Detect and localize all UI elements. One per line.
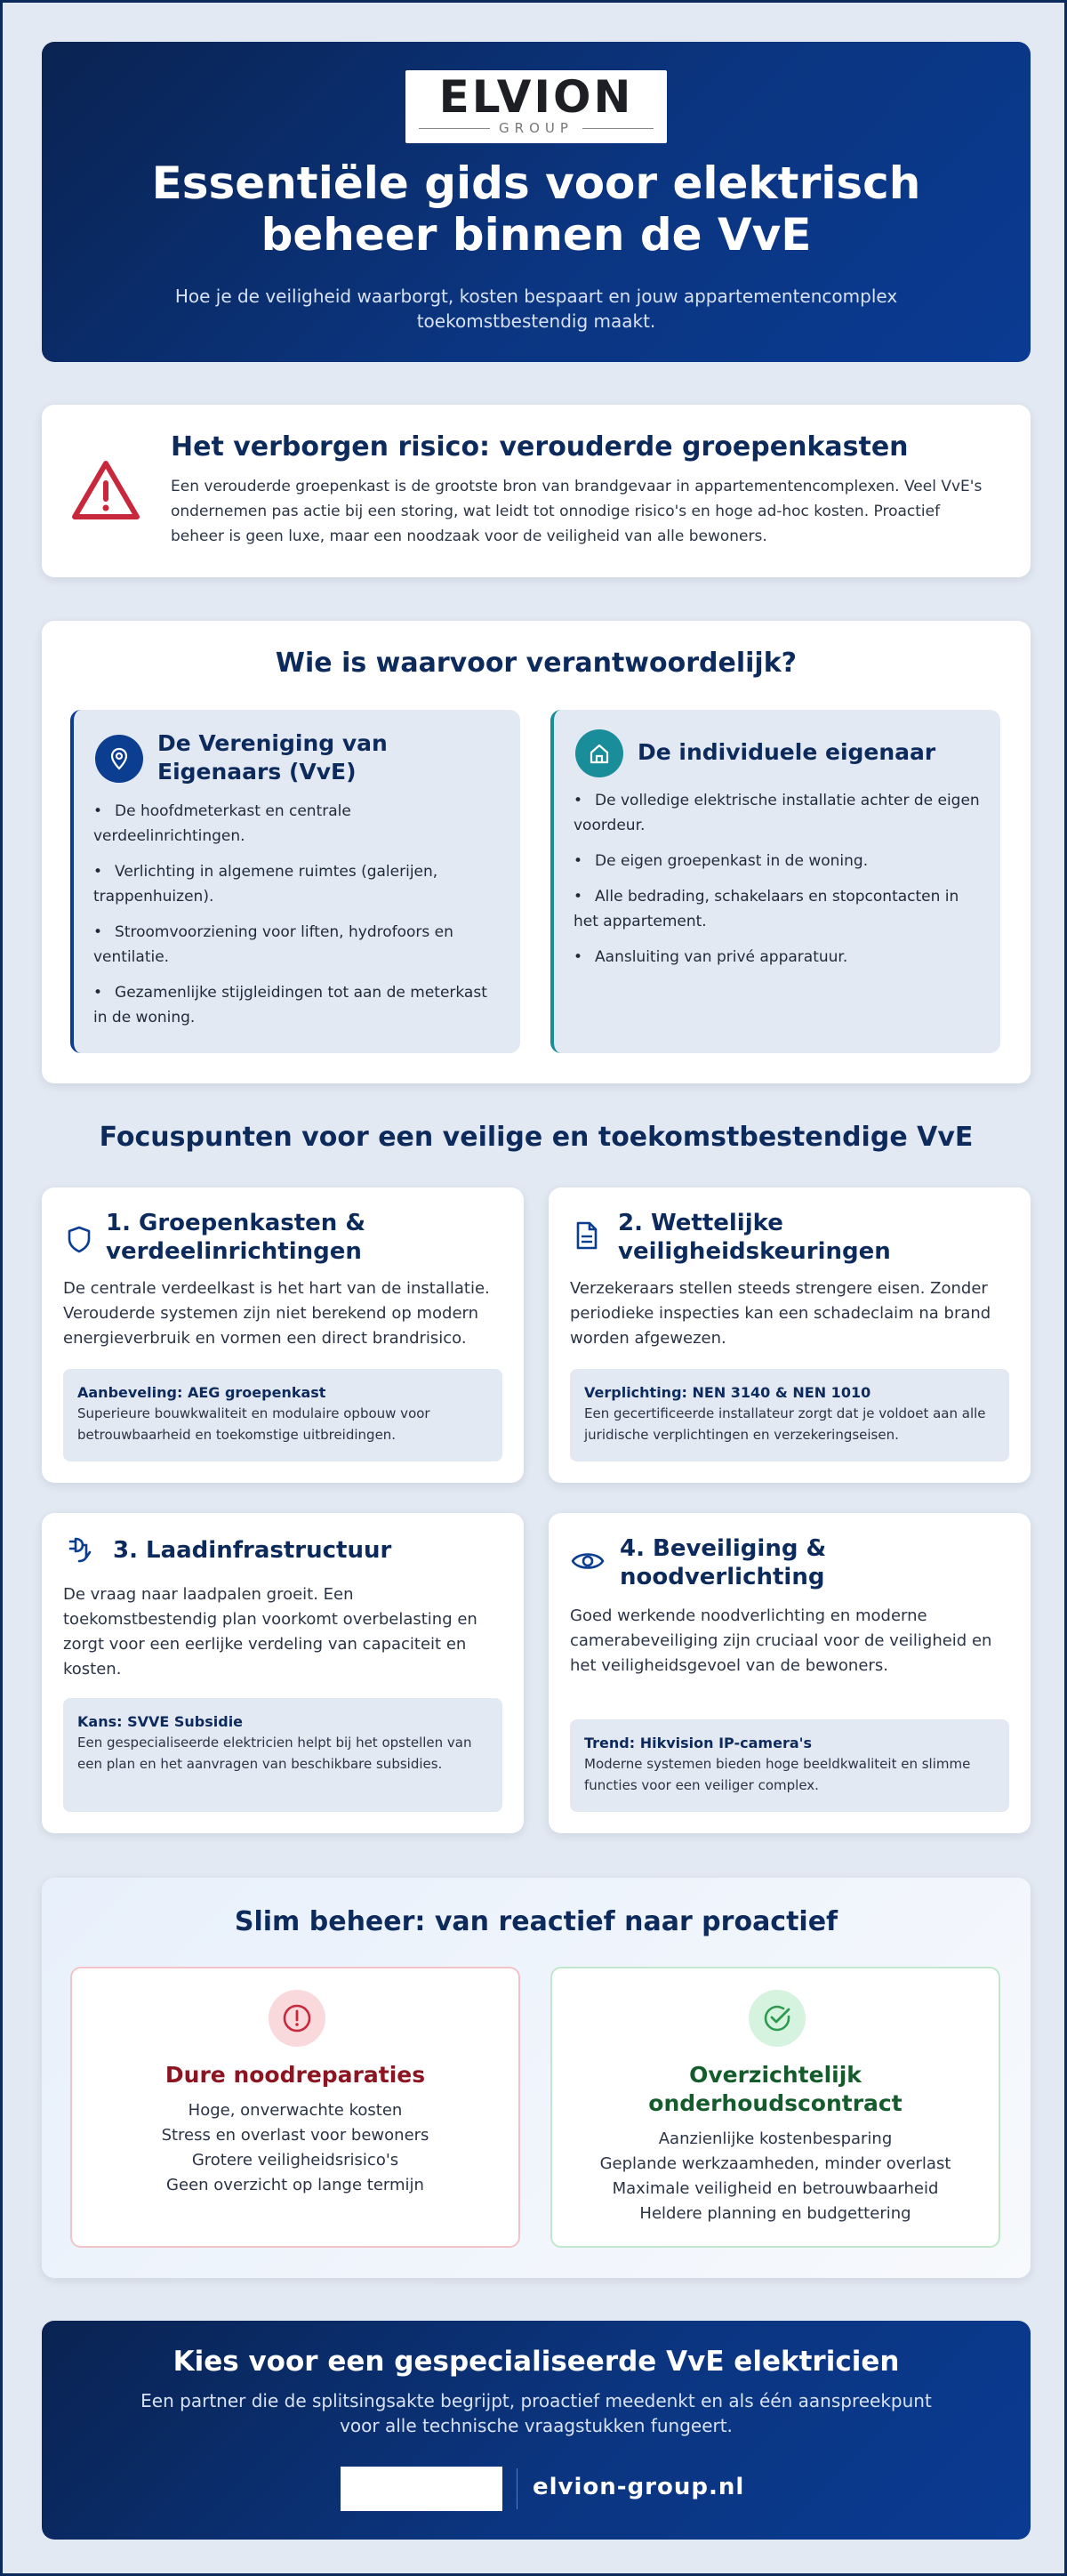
focus-card-text: Goed werkende noodverlichting en moderne camerabeveiliging zijn cruciaal voor de veiligheid en het veiligheidsgevoel van de bewoners.: [570, 1606, 992, 1675]
list-item: Hoge, onverwachte kosten: [188, 2101, 403, 2120]
responsibility-title: Wie is waarvoor verantwoordelijk?: [275, 648, 798, 679]
location-pin-icon: [95, 735, 143, 783]
owner-list: [574, 788, 983, 980]
risk-text: Een verouderde groepenkast is de grootste bron van brandgevaar in appartementencomplexen. Veel VvE's ondernemen pas actie bij een storing, wat leidt tot onnodige risico's en hoge ad-hoc kosten. Proactief beheer is geen luxe, maar een noodzaak voor de veiligheid van alle bewoners.: [171, 478, 983, 545]
footer-website-link[interactable]: elvion-group.nl: [533, 2474, 745, 2500]
reactive-title: Dure noodreparaties: [164, 2062, 426, 2088]
owner-title: De individuele eigenaar: [638, 739, 936, 765]
proactive-box: [550, 1967, 1000, 2248]
responsibility-card: [42, 621, 1031, 1083]
focus-card-highlight: [570, 1719, 1009, 1812]
highlight-title: Verplichting: NEN 3140 & NEN 1010: [584, 1384, 871, 1401]
logo-wordmark: ELVION: [438, 71, 634, 123]
home-icon: [575, 729, 623, 777]
list-item: • De eigen groepenkast in de woning.: [574, 849, 983, 873]
list-item: • Verlichting in algemene ruimtes (galerijen, trappenhuizen).: [93, 859, 502, 909]
vve-responsibility-box: [70, 710, 520, 1053]
logo-sub-text: GROUP: [499, 120, 574, 136]
list-item: Geplande werkzaamheden, minder overlast: [599, 2154, 951, 2173]
focus-card-title: 1. Groepenkasten & verdeelinrichtingen: [106, 1210, 366, 1265]
document-icon: [570, 1220, 602, 1252]
focus-card-1: [42, 1187, 524, 1483]
vve-list: [93, 799, 502, 1041]
list-item: Aanzienlijke kostenbesparing: [658, 2129, 893, 2148]
list-item: • Alle bedrading, schakelaars en stopcontacten in het appartement.: [574, 884, 983, 934]
list-item: • Aansluiting van privé apparatuur.: [574, 945, 983, 970]
eye-icon: [570, 1545, 606, 1577]
alert-circle-icon: [269, 1990, 325, 2047]
footer-logo: [341, 2467, 502, 2511]
focus-card-text: Verzekeraars stellen steeds strengere eisen. Zonder periodieke inspecties kan een schadeclaim na brand worden afgewezen.: [570, 1279, 991, 1348]
elvion-logo: [405, 70, 667, 143]
focus-card-2: [549, 1187, 1031, 1483]
list-item: • Gezamenlijke stijgleidingen tot aan de meterkast in de woning.: [93, 980, 502, 1030]
plug-icon: [63, 1534, 95, 1566]
warning-icon: [70, 458, 141, 522]
logo-line-right: [582, 128, 654, 129]
footer-cta: [42, 2321, 1031, 2540]
list-item: Geen overzicht op lange termijn: [166, 2176, 424, 2194]
risk-card: [42, 405, 1031, 577]
list-item: Grotere veiligheidsrisico's: [191, 2151, 399, 2169]
shield-icon: [63, 1223, 95, 1255]
vve-title: De Vereniging van Eigenaars (VvE): [157, 730, 388, 785]
highlight-title: Kans: SVVE Subsidie: [77, 1713, 244, 1730]
highlight-title: Aanbeveling: AEG groepenkast: [77, 1384, 326, 1401]
focus-card-highlight: [63, 1369, 502, 1461]
reactive-box: [70, 1967, 520, 2248]
proactive-title: Overzichtelijk onderhoudscontract: [648, 2062, 903, 2116]
focus-card-title: 4. Beveiliging & noodverlichting: [620, 1535, 827, 1590]
focus-card-highlight: [63, 1698, 502, 1812]
page-subtitle: Hoe je de veiligheid waarborgt, kosten bespaart en jouw appartementencomplex toekomstbestendig maakt.: [174, 286, 898, 332]
smart-management-section: [42, 1878, 1031, 2278]
focus-title: Focuspunten voor een veilige en toekomstbestendige VvE: [99, 1122, 974, 1153]
list-item: • De hoofdmeterkast en centrale verdeelinrichtingen.: [93, 799, 502, 849]
list-item: • De volledige elektrische installatie achter de eigen voordeur.: [574, 788, 983, 838]
check-circle-icon: [749, 1990, 806, 2047]
focus-card-highlight: [570, 1369, 1009, 1461]
focus-card-4: [549, 1513, 1031, 1833]
smart-title: Slim beheer: van reactief naar proactief: [234, 1906, 838, 1937]
footer-title: Kies voor een gespecialiseerde VvE elektricien: [172, 2346, 900, 2378]
focus-card-title: 2. Wettelijke veiligheidskeuringen: [618, 1210, 891, 1265]
list-item: Maximale veiligheid en betrouwbaarheid: [612, 2179, 939, 2198]
logo-line-left: [419, 128, 490, 129]
focus-card-3: [42, 1513, 524, 1833]
risk-title: Het verborgen risico: verouderde groepenkasten: [171, 431, 909, 463]
proactive-list: [570, 2127, 981, 2226]
highlight-text: Moderne systemen bieden hoge beeldkwaliteit en slimme functies voor een veiliger complex.: [584, 1756, 971, 1793]
focus-card-text: De vraag naar laadpalen groeit. Een toekomstbestendig plan voorkomt overbelasting en zorgt voor een eerlijke verdeling van capaciteit en kosten.: [63, 1585, 477, 1678]
page-title: Essentiële gids voor elektrisch beheer binnen de VvE: [151, 157, 921, 261]
owner-responsibility-box: [550, 710, 1000, 1053]
highlight-title: Trend: Hikvision IP-camera's: [584, 1735, 813, 1751]
highlight-text: Een gecertificeerde installateur zorgt dat je voldoet aan alle juridische verplichtingen en verzekeringseisen.: [584, 1405, 986, 1443]
focus-card-text: De centrale verdeelkast is het hart van de installatie. Verouderde systemen zijn niet berekend op modern energieverbruik en vormen een direct brandrisico.: [63, 1279, 490, 1348]
highlight-text: Een gespecialiseerde elektricien helpt bij het opstellen van een plan en het aanvragen van beschikbare subsidies.: [77, 1735, 472, 1772]
focus-card-title: 3. Laadinfrastructuur: [113, 1537, 392, 1564]
reactive-list: [90, 2098, 501, 2198]
footer-subtitle: Een partner die de splitsingsakte begrijpt, proactief meedenkt en als één aanspreekpunt voor alle technische vraagstukken fungeert.: [140, 2390, 932, 2436]
list-item: Heldere planning en budgettering: [639, 2204, 911, 2223]
hero-banner: [42, 42, 1031, 362]
list-item: • Stroomvoorziening voor liften, hydrofoors en ventilatie.: [93, 920, 502, 970]
highlight-text: Superieure bouwkwaliteit en modulaire opbouw voor betrouwbaarheid en toekomstige uitbreidingen.: [77, 1405, 430, 1443]
list-item: Stress en overlast voor bewoners: [161, 2126, 429, 2145]
